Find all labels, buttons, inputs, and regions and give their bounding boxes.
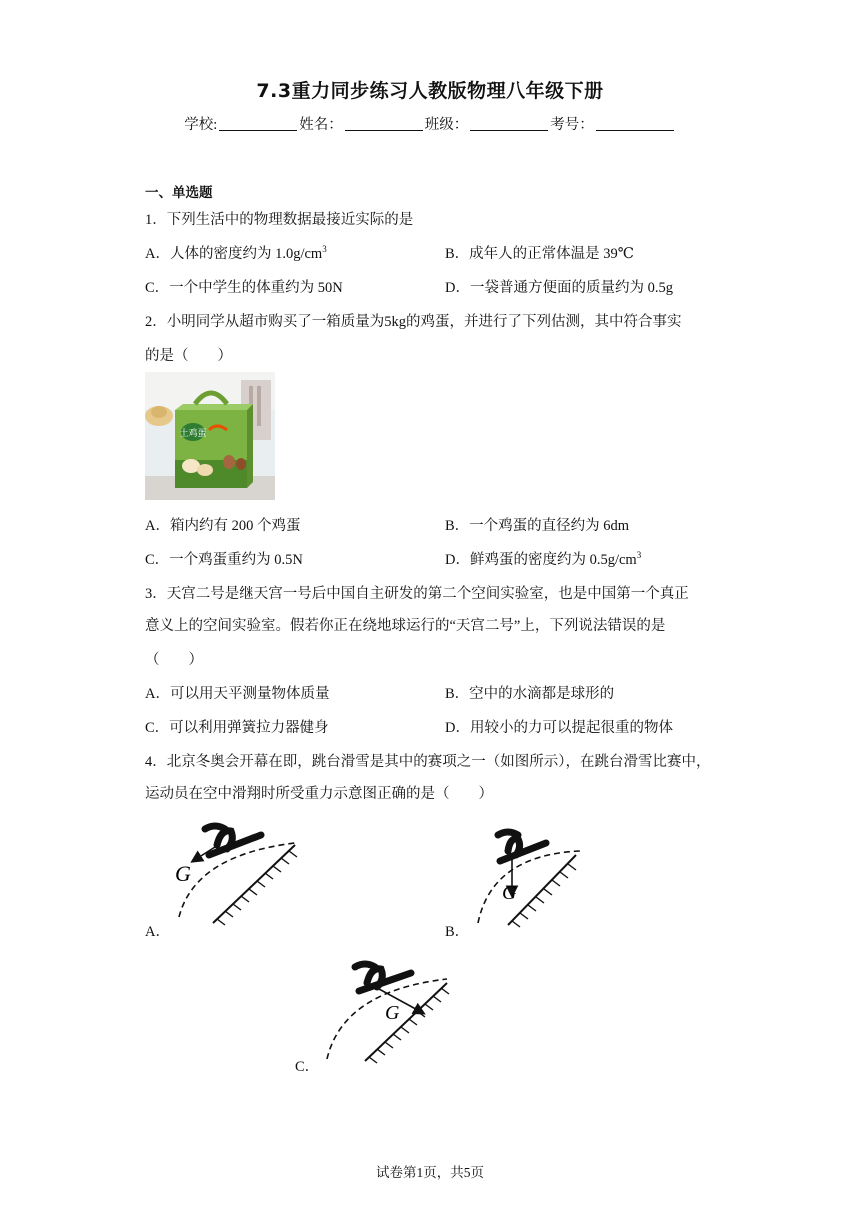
q3-stem-line2: 意义上的空间实验室。假若你正在绕地球运行的“天宫二号”上，下列说法错误的是 (145, 618, 666, 634)
trajectory-curve (179, 843, 295, 917)
q2-option-b: B．一个鸡蛋的直径约为 6dm (445, 518, 630, 534)
q2-stem-line1: 2．小明同学从超市购买了一箱质量为5kg的鸡蛋，并进行了下列估测，其中符合事实 (145, 314, 682, 330)
q3-option-d: D．用较小的力可以提起很重的物体 (445, 720, 673, 736)
exam-no-blank[interactable] (596, 116, 674, 131)
school-blank[interactable] (219, 116, 297, 131)
name-label: 姓名： (299, 117, 343, 133)
slope-hatching (369, 988, 449, 1063)
gravity-label: G (502, 882, 517, 904)
q2-option-a: A．箱内约有 200 个鸡蛋 (145, 518, 301, 534)
q1-stem: 1．下列生活中的物理数据最接近实际的是 (145, 212, 414, 228)
class-blank[interactable] (470, 116, 548, 131)
q1-option-c: C．一个中学生的体重约为 50N (145, 280, 343, 296)
section-heading: 一、单选题 (145, 185, 213, 201)
q3-stem-line1: 3．天宫二号是继天宫一号后中国自主研发的第二个空间实验室，也是中国第一个真正 (145, 586, 689, 602)
q2-stem-line2: 的是（ ） (145, 348, 232, 364)
box-brand-text: 土鸡蛋 (179, 429, 207, 439)
q1-option-a: A．人体的密度约为 $1.0g/cm^3$ (145, 244, 327, 262)
trajectory-curve (478, 851, 580, 923)
skier-icon (498, 832, 546, 861)
gravity-label: G (385, 1002, 400, 1024)
slope-hatching (512, 864, 576, 927)
exam-no-label: 考号： (550, 117, 594, 133)
q2-option-d: D．鲜鸡蛋的密度约为 $0.5g/cm^3$ (445, 550, 642, 568)
q3-option-a: A．可以用天平测量物体质量 (145, 686, 330, 702)
skier-icon (355, 964, 411, 991)
page-footer: 试卷第1页，共5页 (376, 1165, 484, 1180)
slope-hatching (217, 851, 297, 925)
q4-stem-line2: 运动员在空中滑翔时所受重力示意图正确的是（ ） (145, 786, 493, 802)
q4-figure-a[interactable] (165, 815, 305, 930)
q3-stem-line3: （ ） (145, 652, 203, 668)
q4-option-a-label[interactable]: A． (145, 924, 170, 940)
q3-option-c: C．可以利用弹簧拉力器健身 (145, 720, 329, 736)
q2-option-c: C．一个鸡蛋重约为 0.5N (145, 552, 303, 568)
q4-stem-line1: 4．北京冬奥会开幕在即，跳台滑雪是其中的赛项之一（如图所示），在跳台滑雪比赛中， (145, 754, 711, 770)
q1-option-b: B．成年人的正常体温是 39℃ (445, 246, 635, 262)
name-blank[interactable] (345, 116, 423, 131)
page-title: 7.3重力同步练习人教版物理八年级下册 (256, 80, 604, 102)
q3-option-b: B．空中的水滴都是球形的 (445, 686, 615, 702)
q4-figure-b[interactable] (470, 825, 585, 930)
class-label: 班级： (424, 117, 469, 133)
school-label: 学校: (184, 117, 218, 133)
gravity-label: G (175, 861, 191, 886)
student-info-line (0, 113, 860, 134)
q1-option-d: D．一袋普通方便面的质量约为 0.5g (445, 280, 673, 296)
q4-option-c-label[interactable]: C． (295, 1059, 320, 1075)
q4-option-b-label[interactable]: B． (445, 924, 470, 940)
q4-figure-c[interactable] (315, 955, 455, 1065)
egg-box-photo (145, 372, 275, 500)
